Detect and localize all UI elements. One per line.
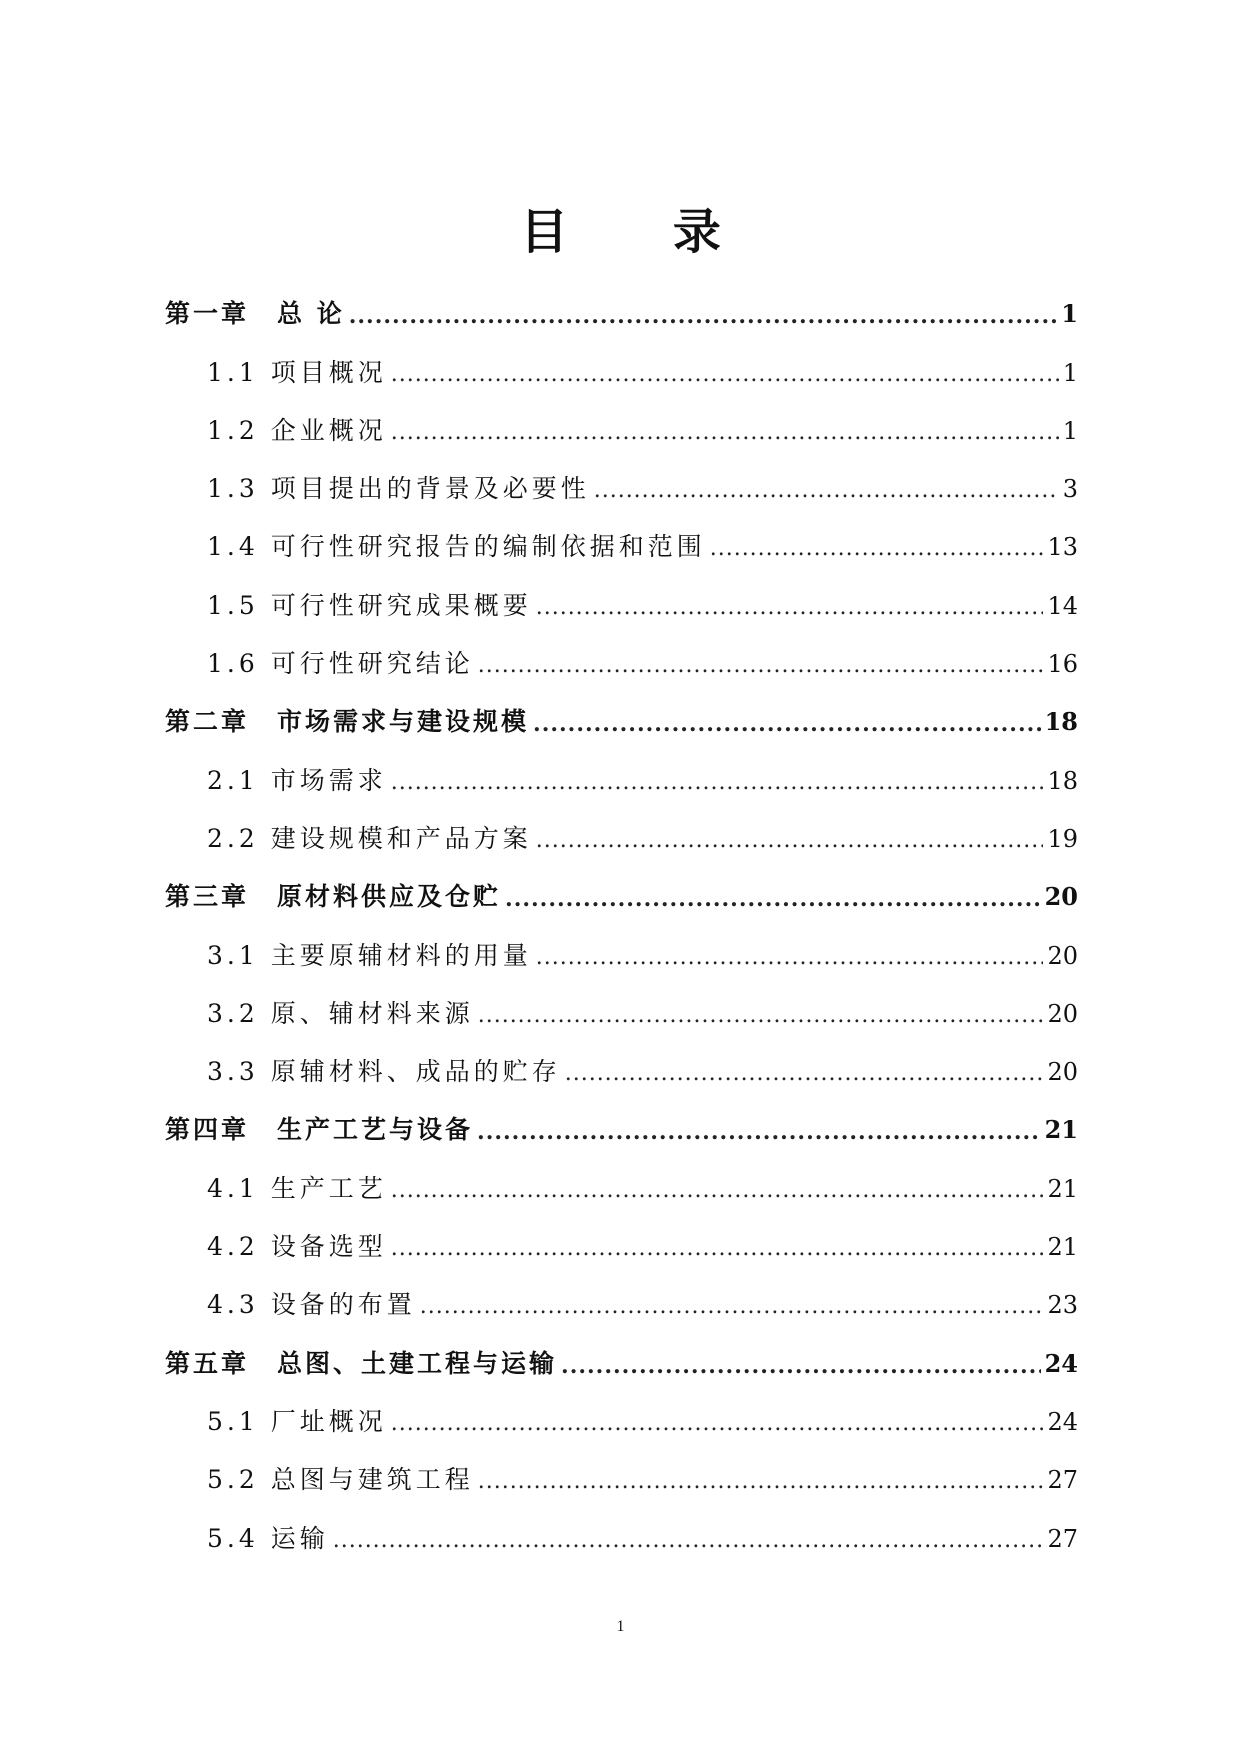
dot-leader (533, 710, 1041, 738)
toc-section-entry[interactable] (165, 513, 1078, 571)
chapter-title: 原材料供应及仓贮 (277, 882, 502, 912)
dot-leader (477, 1118, 1041, 1146)
toc-page-number: 16 (1047, 650, 1078, 679)
chapter-number: 第四章 (165, 1115, 250, 1145)
dot-leader (420, 1293, 1044, 1321)
toc-page-number: 24 (1044, 1348, 1078, 1378)
toc-page-number: 13 (1047, 533, 1078, 562)
toc-page-number: 1 (1062, 358, 1078, 387)
toc-page-number: 3 (1062, 475, 1078, 504)
toc-page-number: 1 (1061, 299, 1078, 329)
toc-entry-label: 5.4 运输 (207, 1523, 329, 1553)
dot-leader (478, 1468, 1044, 1496)
toc-page-number: 18 (1044, 707, 1078, 737)
chapter-title: 生产工艺与设备 (277, 1115, 474, 1145)
dot-leader (505, 885, 1041, 913)
toc-section-entry[interactable] (165, 1154, 1078, 1212)
toc-section-entry[interactable] (165, 1504, 1078, 1562)
toc-section-entry[interactable] (165, 921, 1078, 979)
toc-entry-label: 4.1 生产工艺 (207, 1173, 387, 1203)
dot-leader (565, 1060, 1044, 1088)
toc-section-entry[interactable] (165, 805, 1078, 863)
toc-section-entry[interactable] (165, 630, 1078, 688)
toc-entry-label (165, 1114, 473, 1146)
toc-page-number: 1 (1062, 416, 1078, 445)
toc-title: 目 录 (520, 204, 765, 260)
toc-section-entry[interactable] (165, 1213, 1078, 1271)
dot-leader (391, 1410, 1044, 1438)
dot-leader (391, 1235, 1044, 1263)
toc-page-number: 21 (1047, 1174, 1078, 1203)
dot-leader (561, 1352, 1041, 1380)
toc-page-number: 24 (1047, 1407, 1078, 1436)
toc-entry-label: 5.1 厂址概况 (207, 1406, 387, 1436)
toc-page-number: 27 (1047, 1524, 1078, 1553)
toc-entry-label: 1.2 企业概况 (207, 415, 387, 445)
chapter-number: 第五章 (165, 1348, 250, 1378)
toc-section-entry[interactable] (165, 1446, 1078, 1504)
toc-page-number: 21 (1044, 1115, 1078, 1145)
dot-leader (478, 652, 1044, 680)
dot-leader (536, 594, 1044, 622)
toc-chapter-entry[interactable] (165, 1096, 1078, 1154)
chapter-title: 市场需求与建设规模 (277, 707, 530, 737)
toc-section-entry[interactable] (165, 746, 1078, 804)
dot-leader (333, 1527, 1044, 1555)
toc-section-entry[interactable] (165, 1388, 1078, 1446)
dot-leader (391, 361, 1059, 389)
chapter-title: 总图、土建工程与运输 (277, 1348, 558, 1378)
chapter-number: 第一章 (165, 299, 250, 329)
toc-entry-label: 1.6 可行性研究结论 (207, 649, 474, 679)
toc-page-number: 21 (1047, 1233, 1078, 1262)
toc-entry-label: 5.2 总图与建筑工程 (207, 1465, 474, 1495)
toc-section-entry[interactable] (165, 571, 1078, 629)
toc-page-number: 14 (1047, 591, 1078, 620)
toc-page-number: 23 (1047, 1291, 1078, 1320)
toc-section-entry[interactable] (165, 338, 1078, 396)
toc-entry-label (165, 1348, 557, 1380)
toc-section-entry[interactable] (165, 455, 1078, 513)
toc-page-number: 20 (1047, 999, 1078, 1028)
toc-entry-label (165, 706, 529, 738)
toc-entry-label: 2.2 建设规模和产品方案 (207, 823, 532, 853)
toc-chapter-entry[interactable] (165, 688, 1078, 746)
dot-leader (391, 419, 1059, 447)
page-number: 1 (616, 1618, 625, 1635)
dot-leader (536, 944, 1044, 972)
toc-chapter-entry[interactable] (165, 1329, 1078, 1387)
toc-entry-label: 3.3 原辅材料、成品的贮存 (207, 1057, 561, 1087)
dot-leader (710, 535, 1044, 563)
dot-leader (391, 769, 1044, 797)
dot-leader (536, 827, 1044, 855)
toc-entry-label: 1.1 项目概况 (207, 357, 387, 387)
dot-leader (349, 302, 1058, 330)
toc-chapter-entry[interactable] (165, 280, 1078, 338)
toc-entry-label (165, 298, 345, 330)
toc-page-number: 20 (1047, 941, 1078, 970)
chapter-title: 总 论 (277, 299, 345, 329)
dot-leader (594, 477, 1059, 505)
toc-entry-label: 3.2 原、辅材料来源 (207, 998, 474, 1028)
toc-entry-label: 4.2 设备选型 (207, 1232, 387, 1262)
toc-entry-label: 3.1 主要原辅材料的用量 (207, 940, 532, 970)
toc-page-number: 27 (1047, 1466, 1078, 1495)
toc-entry-label (165, 881, 501, 913)
chapter-number: 第二章 (165, 707, 250, 737)
toc-entry-label: 2.1 市场需求 (207, 765, 387, 795)
toc-page-number: 20 (1047, 1058, 1078, 1087)
toc-entry-label: 1.5 可行性研究成果概要 (207, 590, 532, 620)
toc-section-entry[interactable] (165, 1271, 1078, 1329)
toc-entry-label: 4.3 设备的布置 (207, 1290, 416, 1320)
toc-entry-label: 1.4 可行性研究报告的编制依据和范围 (207, 532, 706, 562)
dot-leader (478, 1002, 1044, 1030)
toc-page-number: 20 (1044, 882, 1078, 912)
toc-section-entry[interactable] (165, 1038, 1078, 1096)
toc-chapter-entry[interactable] (165, 863, 1078, 921)
chapter-number: 第三章 (165, 882, 250, 912)
table-of-contents (165, 280, 1078, 1563)
toc-page-number: 19 (1047, 824, 1078, 853)
toc-section-entry[interactable] (165, 980, 1078, 1038)
toc-section-entry[interactable] (165, 397, 1078, 455)
toc-entry-label: 1.3 项目提出的背景及必要性 (207, 474, 590, 504)
dot-leader (391, 1177, 1044, 1205)
toc-page-number: 18 (1047, 766, 1078, 795)
